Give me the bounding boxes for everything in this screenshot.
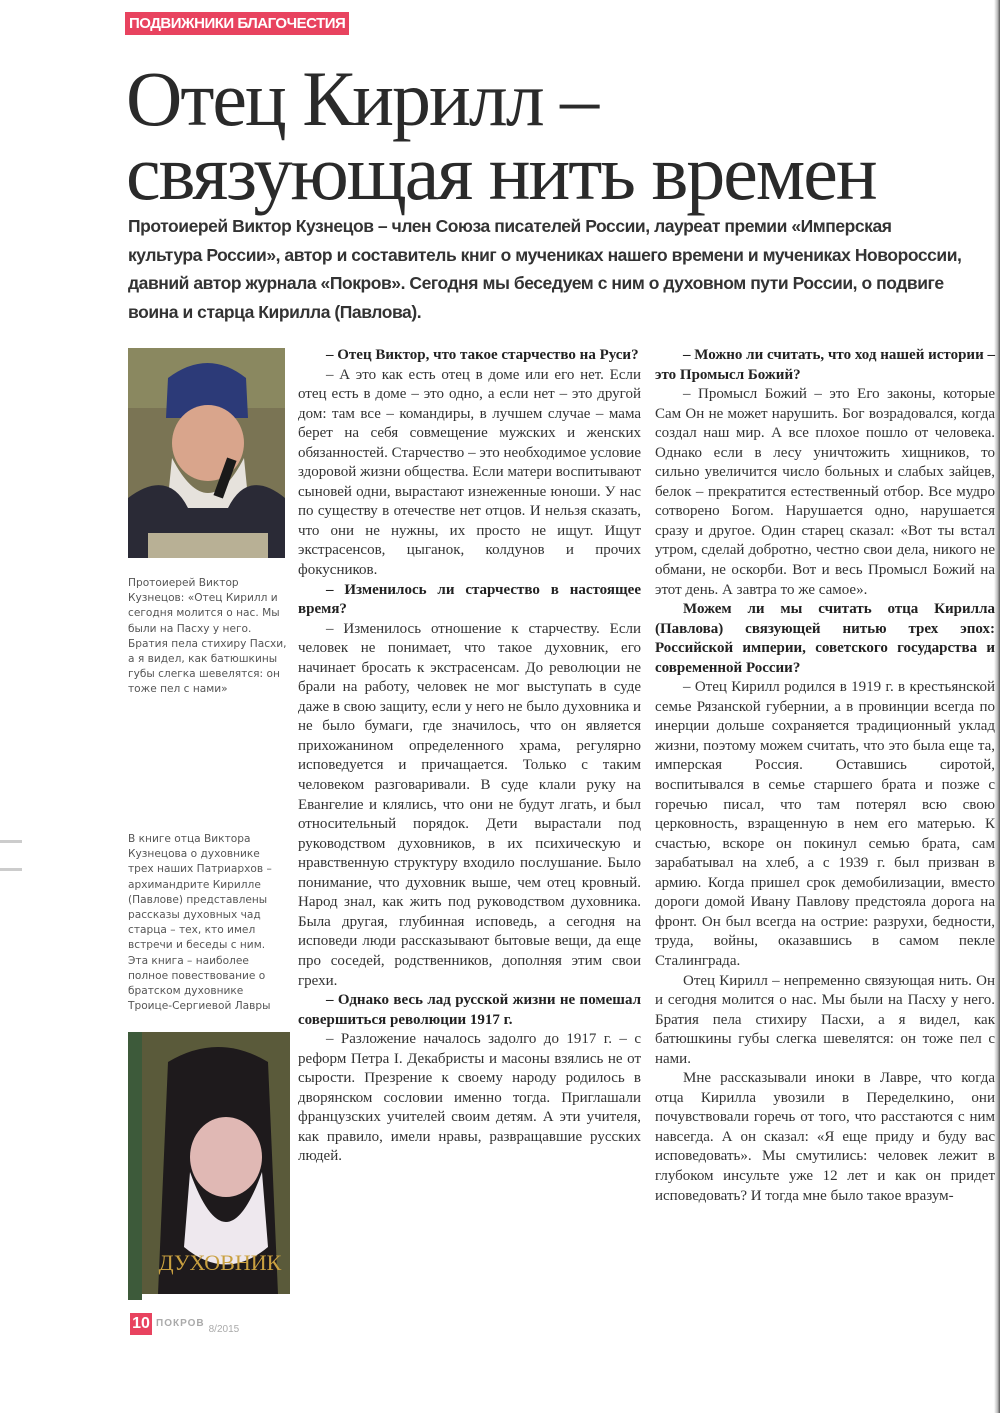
interview-question: – Можно ли считать, что ход нашей истории – это Промысл Божий?	[655, 347, 995, 383]
interview-question: – Отец Виктор, что такое старчество на Руси?	[326, 347, 639, 363]
article-title	[126, 55, 876, 216]
book-cover-illustration	[128, 1032, 290, 1300]
priest-illustration	[128, 348, 285, 558]
article-column-right	[655, 346, 995, 1206]
interview-answer: – А это как есть отец в доме или его нет. Если отец есть в доме – это одно, а если нет – это другой дом: там все – командиры, в лучшем случае – мама берет на себя совмещение мужских и женских обязанностей. Старчество – это необходимое условие здоровой жизни общества. Если матери воспитывают сыновей одни, вырастают изнеженные юноши. У нас по существу в отечестве нет отцов. И нельзя сказать, что они не нужны, их просто не ищут. Ищут экстрасенсов, цыганок, колдунов и прочих фокусников.	[298, 366, 641, 579]
article-lead: Протоиерей Виктор Кузнецов – член Союза писателей России, лауреат премии «Имперская культура России», автор и составитель книг о мучениках нашего времени и мучениках Новороссии, давний автор журнала «Покров». Сегодня мы беседуем с ним о духовном пути России, о подвиге воина и старца Кирилла (Павлова).	[128, 216, 962, 322]
issue-number: 8/2015	[208, 1324, 240, 1335]
margin-mark	[0, 840, 22, 843]
title-line-1: Отец Кирилл –	[126, 55, 598, 142]
interview-answer: – Промысл Божий – это Его законы, которые Сам Он не может нарушить. Бог возрадовался, когда создал наш мир. А все плохое пошло от человека. Однако если в лесу уничтожить хищников, то сильно увеличится число больных и слабых зайцев, белок – прекратится естественный отбор. Все мудро сотворено Богом. Нарушается одно, нарушается сразу и другое. Один старец сказал: «Вот ты встал утром, сделай добротно, честно свои дела, никого не обмани, не оскорби. Вот и весь Промысл Божий на этот день. А завтра то же самое».	[655, 386, 995, 598]
book-cover-lettering: ДУХОВНИК	[158, 1250, 282, 1275]
margin-mark	[0, 868, 22, 871]
book-caption: В книге отца Виктора Кузнецова о духовнике трех наших Патриархов – архимандрите Кирилле (Павлове) представлены рассказы духовных чад старца – тех, кто имел встречи и беседы с ним. Эта книга – наиболее полное повествование о братском духовнике Троице-Сергиевой Лавры	[128, 833, 272, 1013]
title-line-2: связующая нить времен	[126, 129, 876, 216]
article-column-middle	[298, 346, 641, 1167]
book-cover	[128, 1032, 290, 1300]
interview-answer: – Отец Кирилл родился в 1919 г. в крестьянской семье Рязанской губернии, а в провинции всегда по инерции дольше сохраняется традиционный уклад жизни, поэтому можем считать, что это была еще та, имперская Россия. Оставшись сиротой, воспитывался в семье старшего брата и позже с горечью писал, что там потерял всю свою церковность, взращенную в нем его матерью. К счастью, вскоре он покинул семью брата, сам зарабатывал на хлеб, а с 1939 г. был призван в армию. Когда пришел срок демобилизации, вместо дороги домой Ивану Павлову предстояла дорога на фронт. Он был всегда на острие: разрухи, бедности, труда, войны, оказавшись в самом пекле Сталинграда.	[655, 679, 995, 969]
interview-answer: – Изменилось отношение к старчеству. Если человек не понимает, что такое духовник, его начинает бросать к экстрасенсам. До революции не брали на работу, человек не мог выступать в суде даже в свою защиту, если у него не было духовника и не было бумаги, где значилось, что он является прихожанином определенного храма, регулярно исповедуется и причащается. Только с таким человеком разговаривали. В суде клали руку на Евангелие и клялись, что они не будут лгать, и был относительный порядок. Дети вырастали под руководством духовников, в их психическую и нравственную структуру входило послушание. Было понимание, что духовник выше, чем отец кровный. Народ знал, как жить под руководством духовника. Была другая, глубинная исповедь, а сегодня на исповеди люди рассказывают бытовые вещи, да еще про соседей, родственников, дополняя этим свои грехи.	[298, 620, 641, 989]
magazine-logo: ПОКРОВ	[156, 1318, 205, 1329]
interview-question: – Изменилось ли старчество в настоящее время?	[298, 581, 641, 618]
photo-priest	[128, 348, 285, 558]
page-footer	[130, 1313, 239, 1335]
interview-answer: – Разложение началось задолго до 1917 г. – с реформ Петра I. Декабристы и масоны взялись не от сырости. Презрение к своему народу родилось в дворянском сословии именно тогда. Приглашали французских учителей своим детям. А эти учителя, как правило, имели нравы, развращавшие русских людей.	[298, 1031, 641, 1165]
section-rubric: ПОДВИЖНИКИ БЛАГОЧЕСТИЯ	[125, 12, 349, 35]
page-number: 10	[130, 1313, 152, 1335]
interview-question: – Однако весь лад русской жизни не помешал совершиться революции 1917 г.	[298, 992, 641, 1028]
interview-answer: Отец Кирилл – непременно связующая нить. Он и сегодня молится о нас. Мы были на Пасху у него. Братия пела стихиру Пасхи, а я видел, как батюшкины губы слегка шевелятся: он тоже пел с нами.	[655, 972, 995, 1067]
photo-caption: Протоиерей Виктор Кузнецов: «Отец Кирилл и сегодня молится о нас. Мы были на Пасху у него. Братия пела стихиру Пасхи, а я видел, как батюшкины губы слегка шевелятся: он тоже пел с нами»	[128, 577, 287, 696]
interview-question: Можем ли мы считать отца Кирилла (Павлова) связующей нитью трех эпох: Российской империи, советского государства и современной России?	[655, 601, 995, 676]
interview-answer: Мне рассказывали иноки в Лавре, что когда отца Кирилла увозили в Переделкино, они почувствовали горечь от того, что расстаются с ним навсегда. А он сказал: «Я еще приду и буду вас исповедовать». Мы смутились: человек лежит в глубоком инсульте уже 12 лет и как он придет исповедовать? И тогда мне было такое вразум-	[655, 1070, 995, 1204]
